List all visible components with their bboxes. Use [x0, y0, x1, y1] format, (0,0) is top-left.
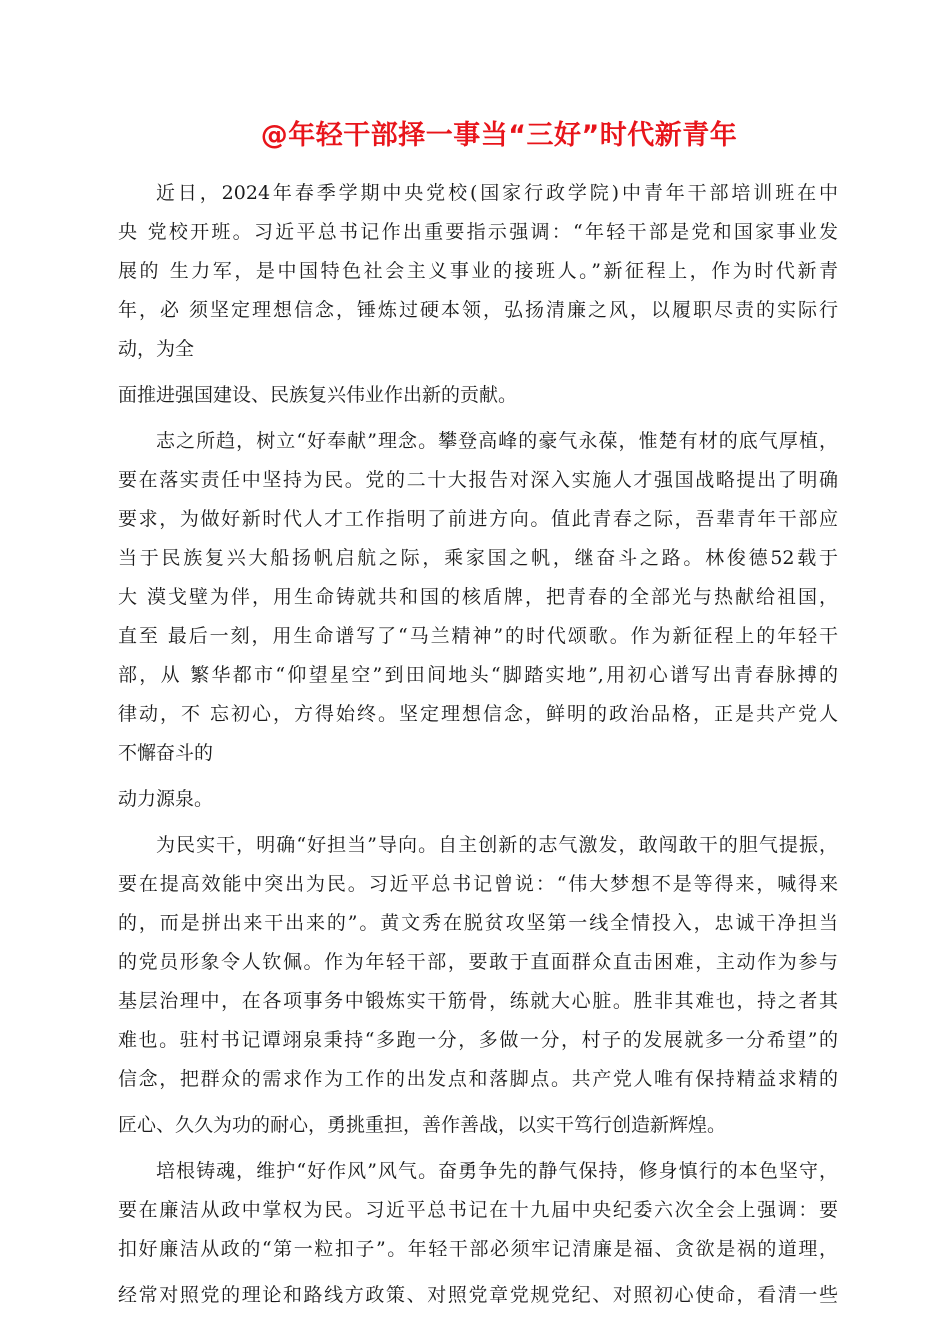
text-line: 培根铸魂，维护“好作风”风气。奋勇争先的静气保持，修身慎行的本色坚守， [156, 1160, 838, 1182]
text-line: 动力源泉。 [118, 788, 214, 810]
document-title: @年轻干部择一事当“三好”时代新青年 [260, 120, 738, 151]
text-line: 匠心、久久为功的耐心，勇挑重担，善作善战，以实干笃行创造新辉煌。 [118, 1114, 727, 1136]
text-line: 要在提高效能中突出为民。习近平总书记曾说：“伟大梦想不是等得来，喊得来 [118, 873, 838, 895]
text-line: 展的 生力军，是中国特色社会主义事业的接班人。”新征程上，作为时代新青 [118, 260, 838, 282]
text-line: 当于民族复兴大船扬帆启航之际，乘家国之帆，继奋斗之路。林俊德52载于 [118, 547, 838, 569]
text-line: 志之所趋，树立“好奉献”理念。攀登高峰的豪气永葆，惟楚有材的底气厚植， [156, 430, 838, 452]
text-line: 近日，2024年春季学期中央党校(国家行政学院)中青年干部培训班在中 [156, 182, 838, 204]
document-body [118, 0, 838, 1344]
text-line: 要求，为做好新时代人才工作指明了前进方向。值此青春之际，吾辈青年干部应 [118, 508, 838, 530]
text-line: 要在廉洁从政中掌权为民。习近平总书记在十九届中央纪委六次全会上强调：要 [118, 1199, 838, 1221]
text-line: 央 党校开班。习近平总书记作出重要指示强调：“年轻干部是党和国家事业发 [118, 221, 838, 243]
text-line: 难也。驻村书记谭翊泉秉持“多跑一分，多做一分，村子的发展就多一分希望”的 [118, 1029, 838, 1051]
text-line: 信念，把群众的需求作为工作的出发点和落脚点。共产党人唯有保持精益求精的 [118, 1068, 838, 1090]
text-line: 基层治理中，在各项事务中锻炼实干筋骨，练就大心脏。胜非其难也，持之者其 [118, 990, 838, 1012]
text-line: 直至 最后一刻，用生命谱写了“马兰精神”的时代颂歌。作为新征程上的年轻干 [118, 625, 838, 647]
text-line: 的，而是拼出来干出来的”。黄文秀在脱贫攻坚第一线全情投入，忠诚干净担当 [118, 912, 838, 934]
text-line: 动，为全 [118, 338, 195, 360]
text-line: 律动，不 忘初心，方得始终。坚定理想信念，鲜明的政治品格，正是共产党人 [118, 703, 838, 725]
text-line: 不懈奋斗的 [118, 742, 214, 764]
text-line: 的党员形象令人钦佩。作为年轻干部，要敢于直面群众直击困难，主动作为参与 [118, 951, 838, 973]
text-line: 扣好廉洁从政的“第一粒扣子”。年轻干部必须牢记清廉是福、贪欲是祸的道理， [118, 1238, 838, 1260]
text-line: 部，从 繁华都市“仰望星空”到田间地头“脚踏实地”,用初心谱写出青春脉搏的 [118, 664, 838, 686]
text-line: 面推进强国建设、民族复兴伟业作出新的贡献。 [118, 384, 518, 406]
text-line: 要在落实责任中坚持为民。党的二十大报告对深入实施人才强国战略提出了明确 [118, 469, 838, 491]
text-line: 为民实干，明确“好担当”导向。自主创新的志气激发，敢闯敢干的胆气提振， [156, 834, 838, 856]
text-line: 大 漠戈壁为伴，用生命铸就共和国的核盾牌，把青春的全部光与热献给祖国， [118, 586, 838, 608]
text-line: 经常对照党的理论和路线方政策、对照党章党规党纪、对照初心使命，看清一些 [118, 1284, 838, 1306]
text-line: 年，必 须坚定理想信念，锤炼过硬本领，弘扬清廉之风，以履职尽责的实际行 [118, 299, 838, 321]
